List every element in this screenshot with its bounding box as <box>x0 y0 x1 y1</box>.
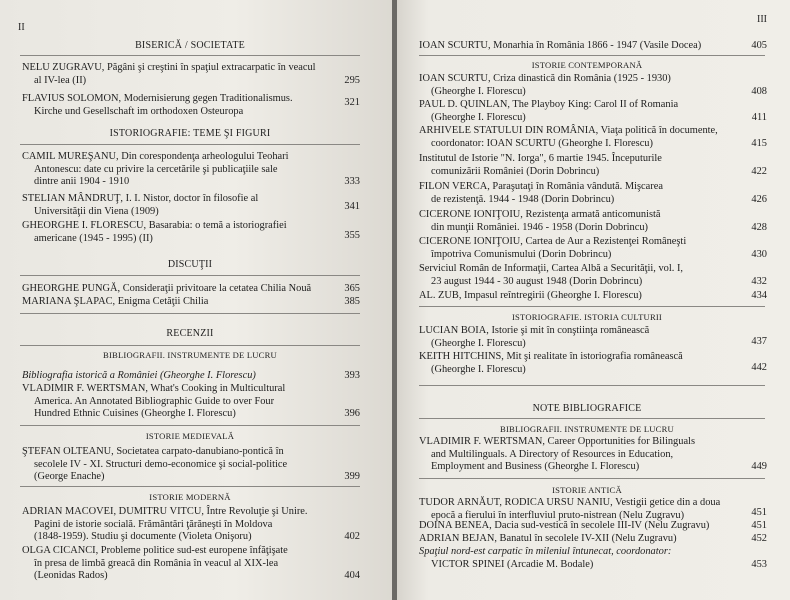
page-number: III <box>757 14 767 25</box>
page-ref: 430 <box>751 249 767 260</box>
toc-entry: Bibliografia istorică a României (Gheorghe I. Florescu) <box>22 370 256 381</box>
divider <box>419 478 765 479</box>
toc-entry: CICERONE IONIŢOIU, Rezistenţa armată anticomunistă din munţii României. 1946 - 1958 (Dorin Dobrincu) <box>419 209 661 233</box>
page-ref: 428 <box>751 222 767 233</box>
toc-entry: LUCIAN BOIA, Istorie şi mit în conştiinţa românească (Gheorghe I. Florescu) <box>419 325 650 349</box>
divider <box>419 418 765 419</box>
toc-entry: ARHIVELE STATULUI DIN ROMÂNIA, Viaţa politică în documente, coordonator: IOAN SCURTU (Gheorghe I. Florescu) <box>419 125 718 149</box>
divider <box>419 55 765 56</box>
toc-entry: OLGA CICANCI, Probleme politice sud-est europene înfăţişate în presa de limbă greacă din România în veacul al XIX-lea (Leonidas Rados) <box>22 545 288 581</box>
page-ref: 442 <box>751 362 767 373</box>
page-ref: 333 <box>344 176 360 187</box>
page-ref: 402 <box>344 531 360 542</box>
page-ref: 422 <box>751 166 767 177</box>
page-ref: 404 <box>344 570 360 581</box>
divider <box>419 306 765 307</box>
section-title: ISTORIE MODERNĂ <box>149 492 231 502</box>
toc-entry: DOINA BENEA, Dacia sud-vestică în secolele III-IV (Nelu Zugravu) <box>419 520 710 531</box>
divider <box>20 486 360 487</box>
section-title: DISCUŢII <box>167 259 213 270</box>
toc-entry: VLADIMIR F. WERTSMAN, Career Opportunities for Bilinguals and Multilinguals. A Directory of Resources in Education, Employment and Business (Gheorghe I. Florescu) <box>419 436 695 472</box>
divider <box>419 385 765 386</box>
toc-entry: CAMIL MUREŞANU, Din corespondenţa arheologului Teohari Antonescu: date cu privire la cercetările şi publicaţiile sale dintre anii 1904 - 1910 <box>22 151 289 187</box>
page-ref: 385 <box>344 296 360 307</box>
toc-entry: PAUL D. QUINLAN, The Playboy King: Carol II of Romania (Gheorghe I. Florescu) <box>419 99 679 123</box>
toc-entry: Serviciul Român de Informaţii, Cartea Albă a Securităţii, vol. I, 23 august 1944 - 30 august 1948 (Dorin Dobrincu) <box>419 263 684 287</box>
page-ref: 295 <box>344 75 360 86</box>
page-ref: 355 <box>344 230 360 241</box>
page-ref: 341 <box>344 201 360 212</box>
section-title: BIBLIOGRAFII. INSTRUMENTE DE LUCRU <box>500 424 674 434</box>
toc-entry: CICERONE IONIŢOIU, Cartea de Aur a Rezistenţei Româneşti împotriva Comunismului (Dorin Dobrincu) <box>419 236 687 260</box>
page-ref: 393 <box>344 370 360 381</box>
page-ref: 451 <box>751 520 767 531</box>
page-ref: 453 <box>751 559 767 570</box>
section-title: ISTORIOGRAFIE: TEME ŞI FIGURI <box>109 128 271 139</box>
toc-entry: GHEORGHE I. FLORESCU, Basarabia: o temă a istoriografiei americane (1945 - 1995) (II) <box>22 220 287 244</box>
page-ref: 405 <box>751 40 767 51</box>
page-ref: 434 <box>751 290 767 301</box>
divider <box>20 55 360 56</box>
toc-entry: KEITH HITCHINS, Mit şi realitate în istoriografia românească (Gheorghe I. Florescu) <box>419 351 683 375</box>
page-ref: 437 <box>751 336 767 347</box>
toc-entry: GHEORGHE PUNGĂ, Consideraţii privitoare la cetatea Chilia Nouă <box>22 283 312 294</box>
section-title: RECENZII <box>166 328 214 339</box>
toc-entry: TUDOR ARNĂUT, RODICA URSU NANIU, Vestigii getice din a doua epocă a fierului în interfluviul pruto-nistrean (Nelu Zugravu) <box>419 497 721 521</box>
section-title: ISTORIE CONTEMPORANĂ <box>531 60 643 70</box>
section-title: ISTORIOGRAFIE. ISTORIA CULTURII <box>512 312 662 322</box>
toc-entry: Spaţiul nord-est carpatic în mileniul întunecat, coordonator: VICTOR SPINEI (Arcadie M. Bodale) <box>419 546 672 570</box>
page-ref: 399 <box>344 471 360 482</box>
page-ref: 411 <box>751 112 767 123</box>
divider <box>20 144 360 145</box>
section-title: ISTORIE ANTICĂ <box>552 485 622 495</box>
section-title: ISTORIE MEDIEVALĂ <box>145 431 235 441</box>
toc-entry: ADRIAN MACOVEI, DUMITRU VITCU, Între Revoluţie şi Unire. Pagini de istorie socială. Frământări ţărăneşti în Moldova (1848-1959). Studiu şi documente (Violeta Onişoru) <box>22 506 308 542</box>
toc-entry: AL. ZUB, Impasul reîntregirii (Gheorghe I. Florescu) <box>419 290 642 301</box>
section-title: BISERICĂ / SOCIETATE <box>135 40 245 51</box>
divider <box>20 345 360 346</box>
toc-entry: VLADIMIR F. WERTSMAN, What's Cooking in Multicultural America. An Annotated Bibliographic Guide to over Four Hundred Ethnic Cuisines (Gheorghe I. Florescu) <box>22 383 286 419</box>
toc-entry: MARIANA ŞLAPAC, Enigma Cetăţii Chilia <box>22 296 209 307</box>
toc-entry: IOAN SCURTU, Criza dinastică din România (1925 - 1930) (Gheorghe I. Florescu) <box>419 73 671 97</box>
toc-entry: STELIAN MÂNDRUŢ, I. I. Nistor, doctor în filosofie al Universităţii din Viena (1909) <box>22 193 259 217</box>
section-title: NOTE BIBLIOGRAFICE <box>532 403 642 414</box>
page-ref: 365 <box>344 283 360 294</box>
page-ref: 415 <box>751 138 767 149</box>
page-ref: 426 <box>751 194 767 205</box>
left-page <box>0 0 392 600</box>
divider <box>20 313 360 314</box>
toc-entry: ŞTEFAN OLTEANU, Societatea carpato-danubiano-pontică în secolele IV - XI. Structuri demo-economice şi social-politice (George Enache) <box>22 446 288 482</box>
page-ref: 408 <box>751 86 767 97</box>
toc-entry: ADRIAN BEJAN, Banatul în secolele IV-XII (Nelu Zugravu) <box>419 533 677 544</box>
toc-entry: FILON VERCA, Paraşutaţi în România vândută. Mişcarea de rezistenţă. 1944 - 1948 (Dorin Dobrincu) <box>419 181 663 205</box>
divider <box>20 425 360 426</box>
page-ref: 432 <box>751 276 767 287</box>
page-ref: 449 <box>751 461 767 472</box>
page-ref: 321 <box>344 97 360 108</box>
toc-entry: FLAVIUS SOLOMON, Modernisierung gegen Traditionalismus. Kirche und Gesellschaft im orthodoxen Osteuropa <box>22 93 293 117</box>
toc-entry: Institutul de Istorie "N. Iorga", 6 martie 1945. Începuturile comunizării României (Dorin Dobrincu) <box>419 153 662 177</box>
toc-entry: IOAN SCURTU, Monarhia în România 1866 - 1947 (Vasile Docea) <box>419 40 702 51</box>
toc-entry: NELU ZUGRAVU, Păgâni şi creştini în spaţiul extracarpatic în veacul al IV-lea (II) <box>22 62 316 86</box>
right-page <box>397 0 790 600</box>
page-ref: 451 <box>751 507 767 518</box>
page-number: II <box>18 22 25 33</box>
section-title: BIBLIOGRAFII. INSTRUMENTE DE LUCRU <box>103 350 277 360</box>
page-ref: 452 <box>751 533 767 544</box>
page-ref: 396 <box>344 408 360 419</box>
divider <box>20 275 360 276</box>
